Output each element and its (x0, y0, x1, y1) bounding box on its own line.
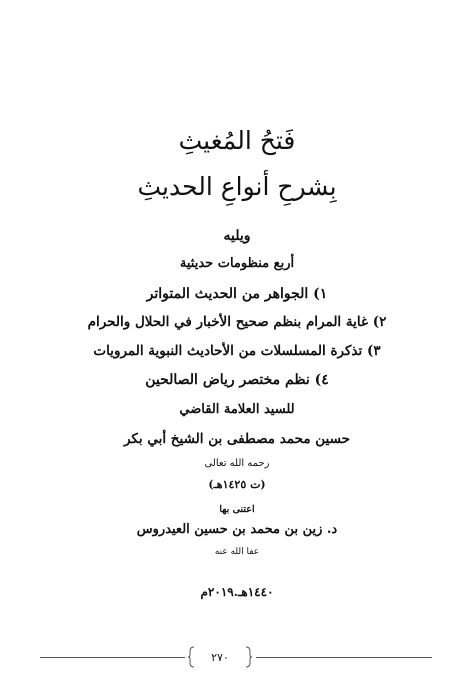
book-title-line1: فَتحُ المُغيثِ (178, 126, 296, 155)
page-number-box (187, 646, 253, 668)
list-item-1: ١) الجواهر من الحديث المتواتر (146, 286, 328, 302)
author-intro: للسيد العلامة القاضي (179, 402, 295, 417)
publication-year: ١٤٤٠هـ.٢٠١٩م (200, 585, 274, 599)
list-item-2: ٢) غاية المرام بنظم صحيح الأخبار في الحلال والحرام (87, 314, 387, 330)
follows-label: ويليه (223, 228, 251, 244)
list-item-3: ٣) تذكرة المسلسلات من الأحاديث النبوية المرويات (93, 343, 381, 359)
footer-rule-left (40, 657, 185, 658)
subtitle: أربع منظومات حديثية (179, 256, 295, 271)
author-prayer: رحمه الله تعالى (204, 458, 270, 469)
left-brace-icon (187, 646, 195, 668)
right-brace-icon (245, 646, 253, 668)
editor-prayer: عفا الله عنه (214, 547, 260, 557)
page-number: ٢٧٠ (211, 650, 229, 664)
footer-rule-right (256, 657, 432, 658)
editor-label: اعتنى بها (219, 504, 255, 515)
author-death-date: (ت ١٤٢٥هـ) (208, 478, 266, 491)
author-name: حسين محمد مصطفى بن الشيخ أبي بكر (123, 431, 351, 447)
editor-name: د. زين بن محمد بن حسين العيدروس (136, 522, 338, 537)
list-item-4: ٤) نظم مختصر رياض الصالحين (145, 372, 329, 388)
book-title-line2: بِشرحِ أنواعِ الحديثِ (137, 172, 337, 201)
